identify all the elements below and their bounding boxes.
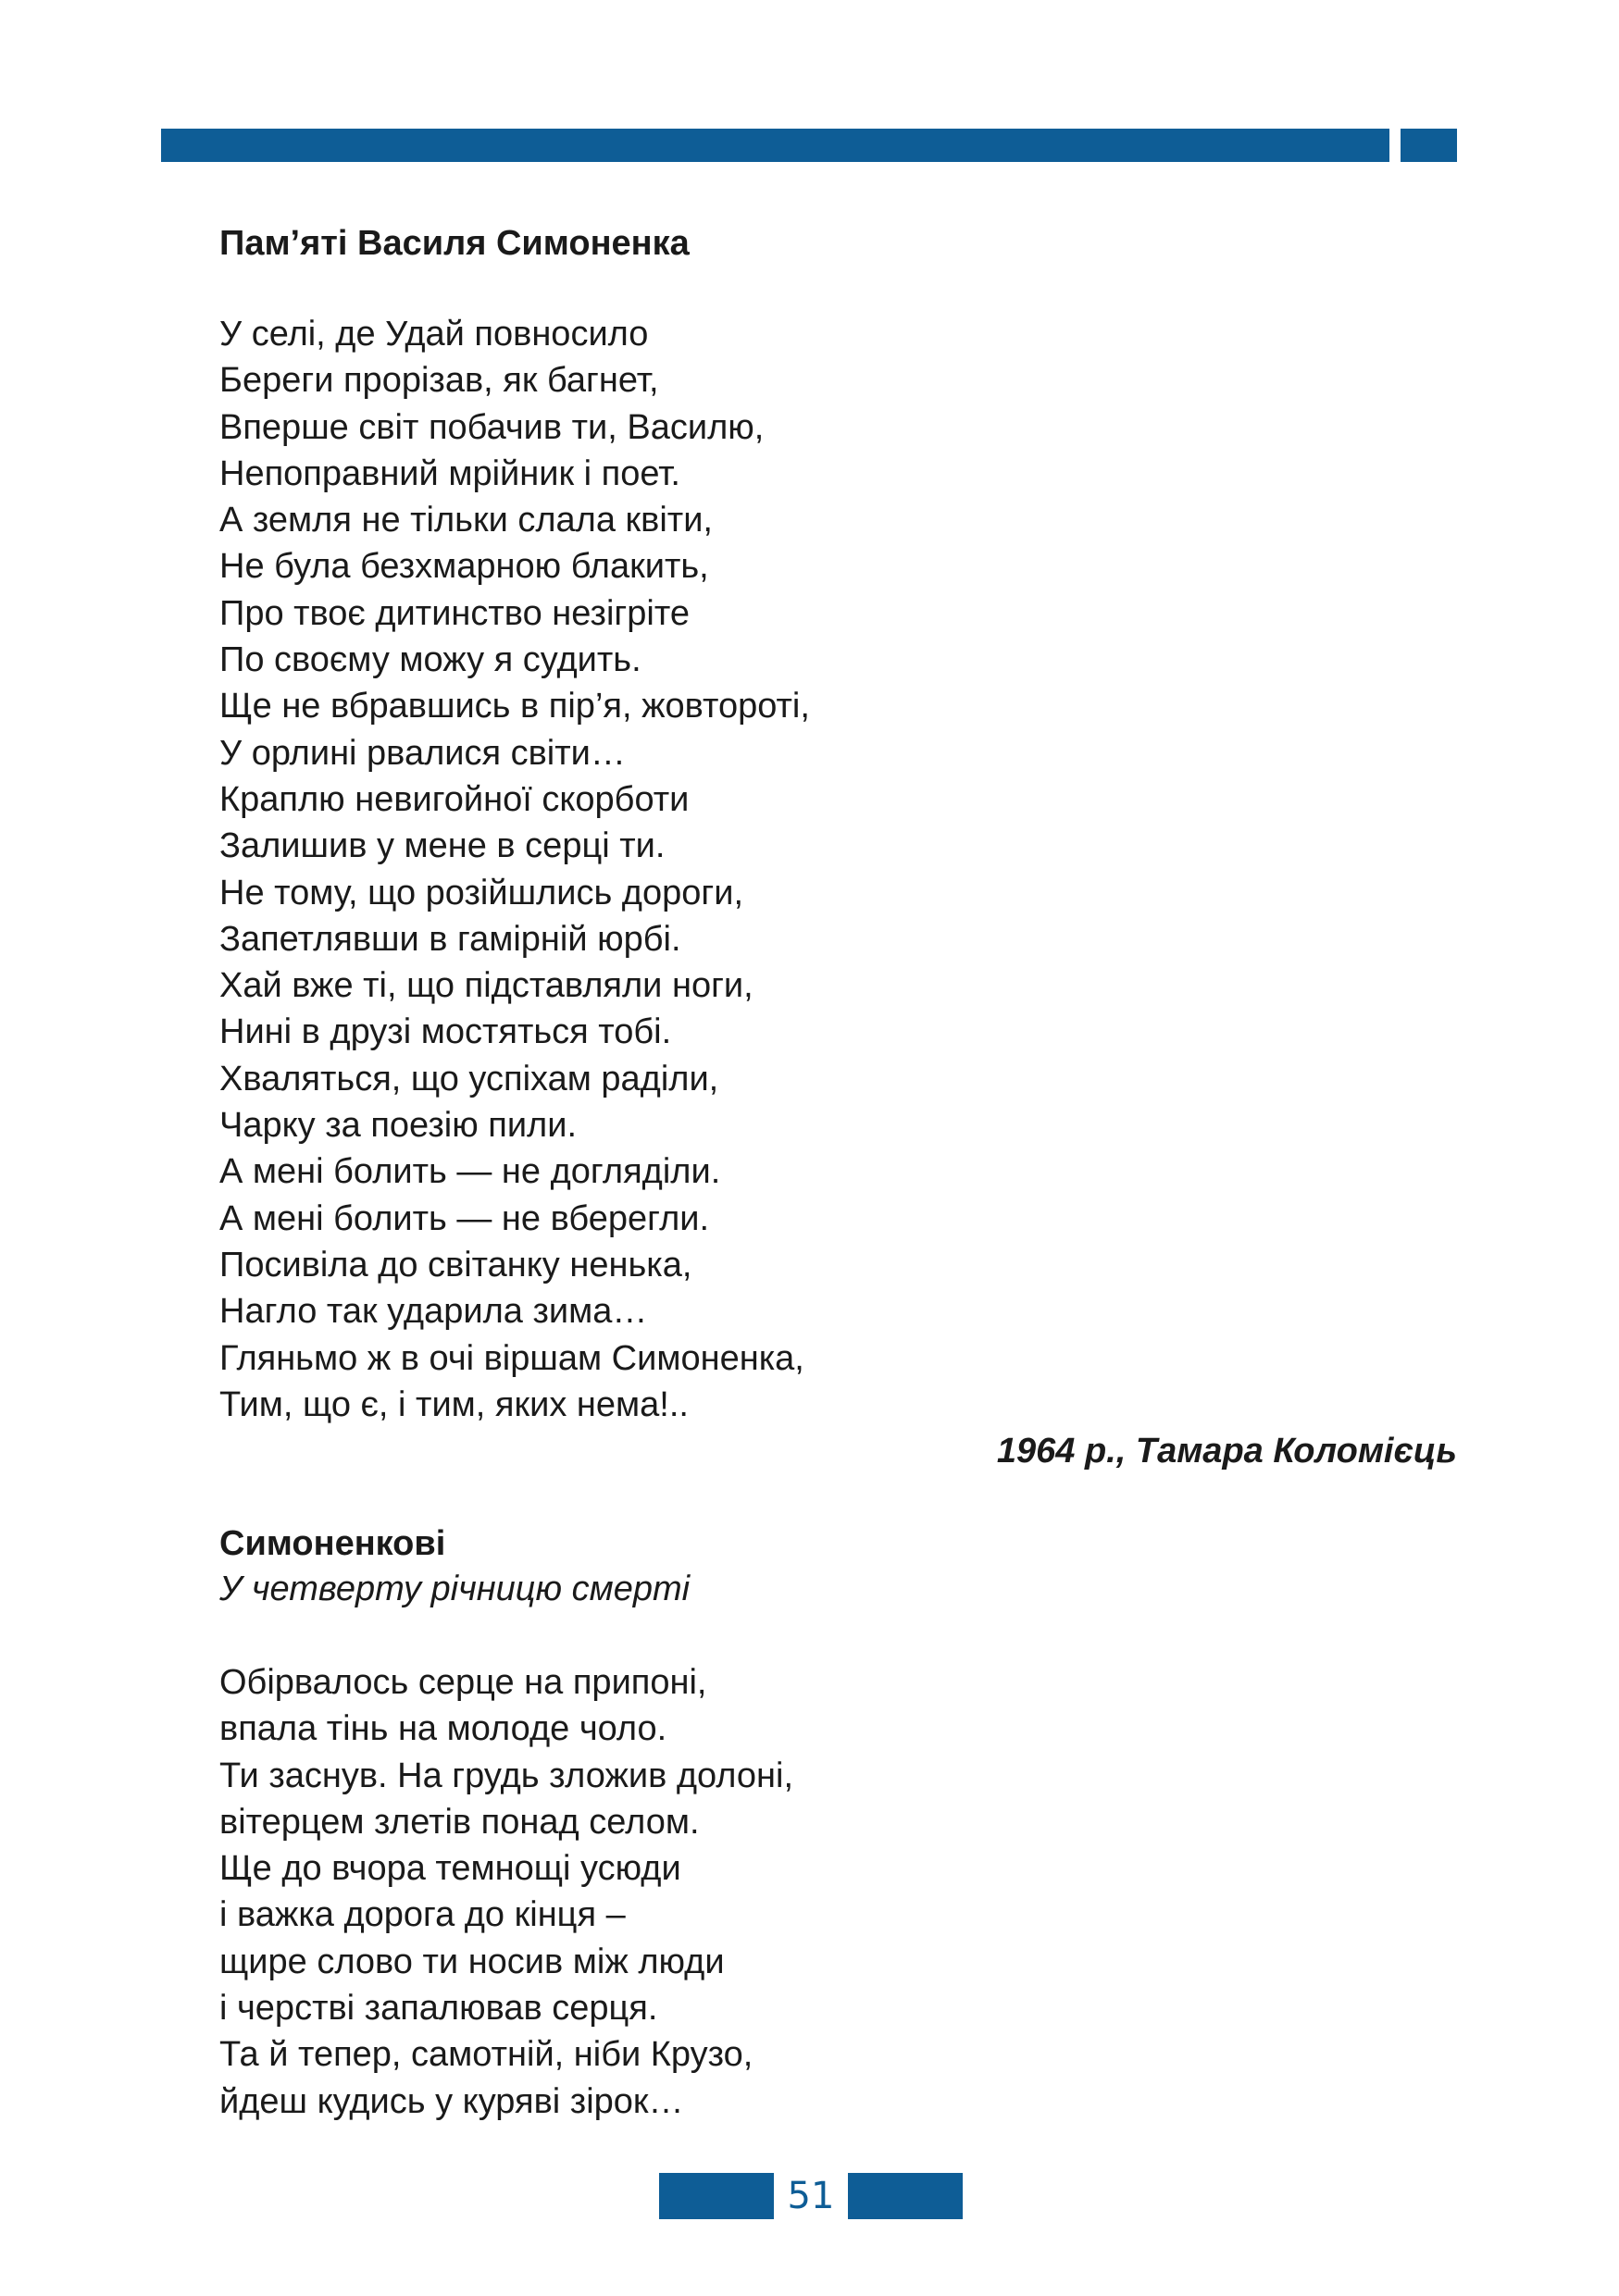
verse-line: Хваляться, що успіхам раділи, bbox=[219, 1059, 719, 1098]
poem-1-signature: 1964 р., Тамара Коломієць bbox=[996, 1432, 1457, 1471]
verse-line: У селі, де Удай повносило bbox=[219, 315, 649, 354]
verse-line: вітерцем злетів понад селом. bbox=[219, 1802, 700, 1842]
verse-line: А мені болить — не вберегли. bbox=[219, 1198, 710, 1238]
verse-line: йдеш кудись у куряві зірок… bbox=[219, 2081, 684, 2121]
poem-1 bbox=[219, 222, 1460, 1428]
verse-line: впала тінь на молоде чоло. bbox=[219, 1709, 667, 1749]
verse-line: щире слово ти носив між люди bbox=[219, 1942, 725, 1981]
verse-line: Ти заснув. На грудь зложив долоні, bbox=[219, 1756, 794, 1795]
verse-line: Нині в друзі мостяться тобі. bbox=[219, 1012, 672, 1052]
verse-line: А мені болить — не догляділи. bbox=[219, 1152, 721, 1192]
footer-decor-bar-right bbox=[848, 2173, 963, 2219]
verse-line: Нагло так ударила зима… bbox=[219, 1292, 648, 1332]
verse-line: Вперше світ побачив ти, Василю, bbox=[219, 407, 765, 447]
footer-decor-bar-left bbox=[659, 2173, 774, 2219]
verse-line: і важка дорога до кінця – bbox=[219, 1895, 626, 1935]
verse-line: Обірвалось серце на припоні, bbox=[219, 1663, 707, 1702]
verse-line: і черстві запалював серця. bbox=[219, 1989, 658, 2029]
poem-2-subtitle: У четверту річницю смерті bbox=[219, 1570, 691, 1608]
verse-line: Ще не вбравшись в пір’я, жовтороті, bbox=[219, 687, 810, 726]
poem-2-verse bbox=[219, 1659, 1460, 2125]
verse-line: Гляньмо ж в очі віршам Симоненка, bbox=[219, 1338, 804, 1378]
verse-line: Не була безхмарною блакить, bbox=[219, 547, 709, 587]
verse-line: Та й тепер, самотній, ніби Крузо, bbox=[219, 2035, 753, 2075]
verse-line: Краплю невигойної скорботи bbox=[219, 779, 690, 819]
verse-line: Чарку за поезію пили. bbox=[219, 1106, 578, 1146]
verse-line: Про твоє дитинство незігріте bbox=[219, 593, 690, 633]
verse-line: Непоправний мрійник і поет. bbox=[219, 453, 680, 493]
verse-line: По своєму можу я судить. bbox=[219, 640, 641, 680]
verse-line: Хай вже ті, що підставляли ноги, bbox=[219, 966, 753, 1006]
verse-line: Береги прорізав, як багнет, bbox=[219, 361, 659, 401]
verse-line: Не тому, що розійшлись дороги, bbox=[219, 873, 744, 912]
header-decor-bar-end bbox=[1401, 129, 1457, 162]
verse-line: Залишив у мене в серці ти. bbox=[219, 826, 666, 866]
verse-line: Тим, що є, і тим, яких нема!.. bbox=[219, 1384, 689, 1424]
poem-2-title: Симоненкові bbox=[219, 1524, 446, 1563]
verse-line: Запетлявши в гамірній юрбі. bbox=[219, 919, 681, 959]
verse-line: Ще до вчора темнощі усюди bbox=[219, 1849, 681, 1889]
verse-line: У орлині рвалися світи… bbox=[219, 733, 626, 773]
verse-line: Посивіла до світанку ненька, bbox=[219, 1245, 692, 1285]
poem-1-title: Пам’яті Василя Симоненка bbox=[219, 224, 690, 263]
poem-2 bbox=[219, 1522, 1460, 2125]
poem-1-verse bbox=[219, 311, 1460, 1428]
verse-line: А земля не тільки слала квіти, bbox=[219, 501, 713, 540]
header-decor-bar bbox=[161, 129, 1389, 162]
page-number: 51 bbox=[787, 2175, 835, 2217]
